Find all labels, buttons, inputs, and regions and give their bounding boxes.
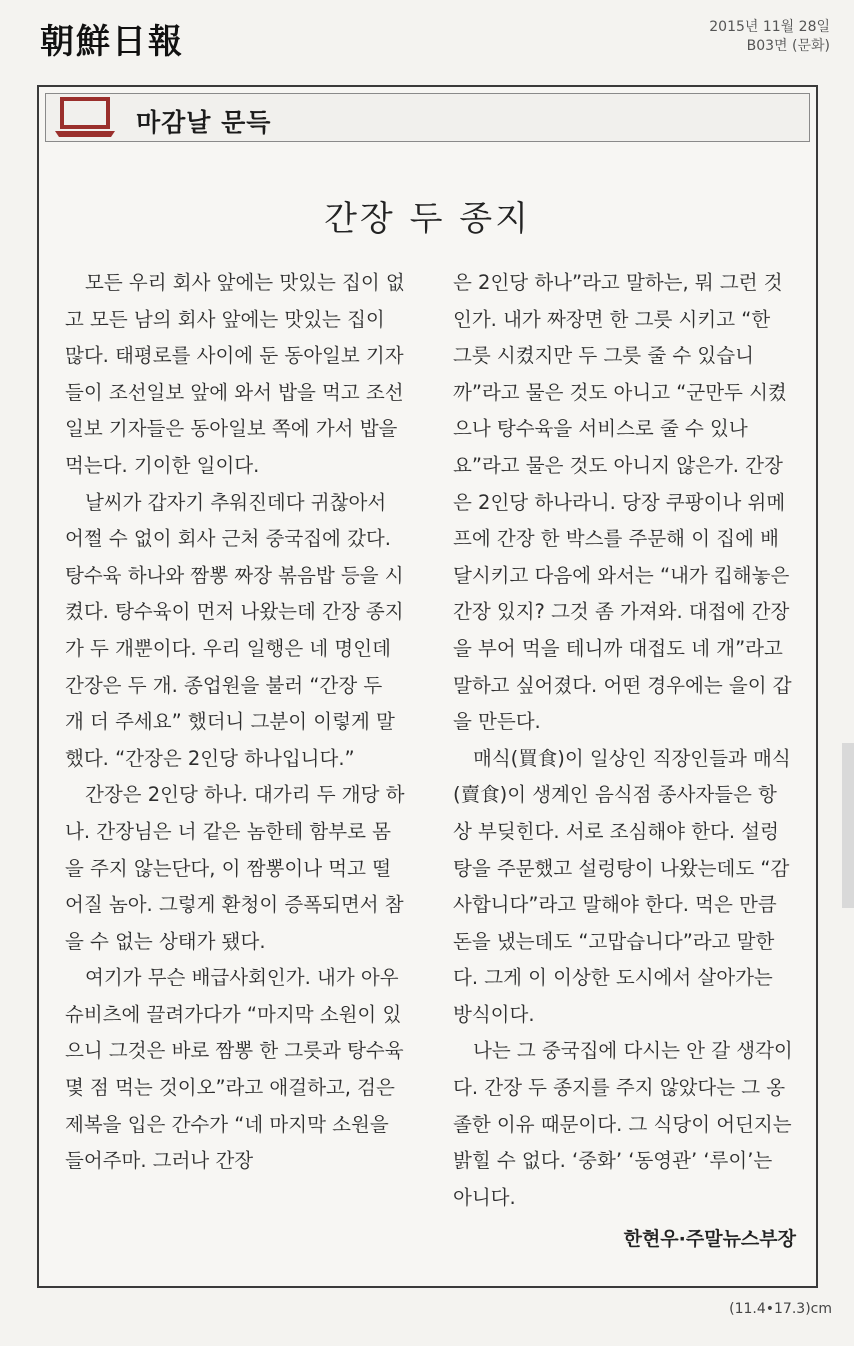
article-paragraph: 모든 우리 회사 앞에는 맛있는 집이 없고 모든 남의 회사 앞에는 맛있는 집이 많다. 태평로를 사이에 둔 동아일보 기자들이 조선일보 앞에 와서 밥을 먹고 조선일보 기자들은 동아일보 쪽에 가서 밥을 먹는다. 기이한 일이다. xyxy=(65,271,405,477)
article-paragraph: 매식(買食)이 일상인 직장인들과 매식(賣食)이 생계인 음식점 종사자들은 항상 부딪힌다. 서로 조심해야 한다. 설렁탕을 주문했고 설렁탕이 나왔는데도 “감사합니다”라고 말해야 한다. 먹은 만큼 돈을 냈는데도 “고맙습니다”라고 말한다. 그게 이 이상한 도시에서 살아가는 방식이다. xyxy=(453,746,791,1026)
article-paragraph: 은 2인당 하나”라고 말하는, 뭐 그런 것인가. 내가 짜장면 한 그릇 시키고 “한 그릇 시켰지만 두 그릇 줄 수 있습니까”라고 물은 것도 아니고 “군만두 시켰으나 탕수육을 서비스로 줄 수 있나요”라고 물은 것도 아니지 않은가. 간장은 2인당 하나라니. 당장 쿠팡이나 위메프에 간장 한 박스를 주문해 이 집에 배달시키고 다음에 와서는 “내가 킵해놓은 간장 있지? 그것 좀 가져와. 대접에 간장을 부어 먹을 테니까 대접도 네 개”라고 말하고 싶어졌다. 어떤 경우에는 을이 갑을 만든다. xyxy=(453,271,792,734)
publication-date: 2015년 11월 28일 xyxy=(709,19,830,35)
column-name: 마감날 문득 xyxy=(136,108,272,137)
article-headline: 간장 두 종지 xyxy=(324,199,531,239)
margin-tab xyxy=(842,743,854,908)
article-paragraph: 간장은 2인당 하나. 대가리 두 개당 하나. 간장님은 너 같은 놈한테 함부로 몸을 주지 않는단다, 이 짬뽕이나 먹고 떨어질 놈아. 그렇게 환청이 증폭되면서 참을 수 없는 상태가 됐다. xyxy=(65,783,405,953)
article-dimensions: (11.4•17.3)cm xyxy=(729,1301,832,1317)
laptop-icon xyxy=(54,97,116,139)
article-paragraph: 여기가 무슨 배급사회인가. 내가 아우슈비츠에 끌려가다가 “마지막 소원이 있으니 그것은 바로 짬뽕 한 그릇과 탕수육 몇 점 먹는 것이오”라고 애걸하고, 검은 제복을 입은 간수가 “네 마지막 소원을 들어주마. 그러나 간장 xyxy=(65,966,404,1173)
publication-page: B03면 (문화) xyxy=(746,38,830,54)
column-header xyxy=(45,93,810,142)
article-paragraph: 나는 그 중국집에 다시는 안 갈 생각이다. 간장 두 종지를 주지 않았다는 그 옹졸한 이유 때문이다. 그 식당이 어딘지는 밝힐 수 없다. ‘중화’ ‘동영관’ ‘루이’는 아니다. xyxy=(453,1039,793,1209)
masthead-logo: 朝鮮日報 xyxy=(40,22,184,62)
article-frame xyxy=(37,85,818,1288)
article-column-right xyxy=(453,265,793,1216)
publication-info xyxy=(709,18,830,56)
article-column-left xyxy=(65,265,405,1180)
article-paragraph: 날씨가 갑자기 추워진데다 귀찮아서 어쩔 수 없이 회사 근처 중국집에 갔다. 탕수육 하나와 짬뽕 짜장 볶음밥 등을 시켰다. 탕수육이 먼저 나왔는데 간장 종지가 두 개뿐이다. 우리 일행은 네 명인데 간장은 두 개. 종업원을 불러 “간장 두 개 더 주세요” 했더니 그분이 이렇게 말했다. “간장은 2인당 하나입니다.” xyxy=(65,490,404,770)
byline: 한현우·주말뉴스부장 xyxy=(623,1228,796,1250)
